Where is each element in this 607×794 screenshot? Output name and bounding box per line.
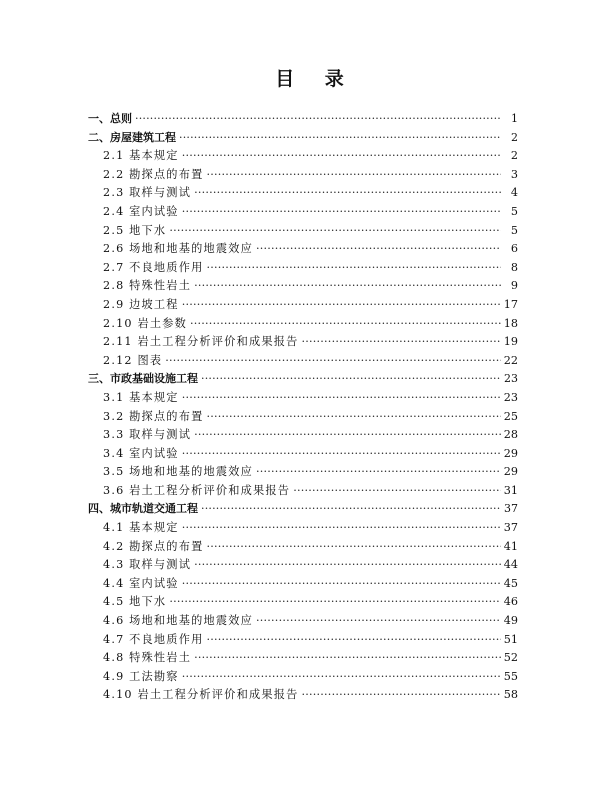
toc-page-number: 44 <box>503 558 518 572</box>
toc-page-number: 2 <box>510 149 518 163</box>
toc-subsection-entry[interactable] <box>88 277 518 296</box>
toc-subsection-entry[interactable] <box>88 240 518 259</box>
toc-entry-label: 4.10 岩土工程分析评价和成果报告 <box>103 688 299 702</box>
toc-dot-leader <box>169 222 501 241</box>
toc-section-entry[interactable] <box>88 500 518 519</box>
toc-subsection-entry[interactable] <box>88 426 518 445</box>
toc-entry-label: 三、市政基础设施工程 <box>88 372 198 386</box>
toc-dot-leader <box>201 500 501 519</box>
toc-dot-leader <box>182 575 501 594</box>
toc-entry-label: 3.1 基本规定 <box>103 390 179 404</box>
toc-page-number: 55 <box>503 669 518 683</box>
toc-dot-leader <box>182 445 501 464</box>
toc-entry-label: 2.1 基本规定 <box>103 149 179 163</box>
toc-subsection-entry[interactable] <box>88 668 518 687</box>
toc-dot-leader <box>182 147 501 166</box>
toc-page-number: 52 <box>503 651 518 665</box>
toc-subsection-entry[interactable] <box>88 519 518 538</box>
toc-page-number: 37 <box>503 521 518 535</box>
toc-dot-leader <box>302 333 501 352</box>
toc-page-number: 18 <box>503 316 518 330</box>
toc-section-entry[interactable] <box>88 110 518 129</box>
toc-entry-label: 四、城市轨道交通工程 <box>88 502 198 516</box>
toc-dot-leader <box>194 649 501 668</box>
toc-page-number: 28 <box>503 428 518 442</box>
toc-dot-leader <box>206 259 501 278</box>
toc-dot-leader <box>256 463 501 482</box>
toc-dot-leader <box>182 668 501 687</box>
toc-dot-leader <box>206 166 501 185</box>
toc-entry-label: 3.5 场地和地基的地震效应 <box>103 465 254 479</box>
toc-entry-label: 2.10 岩土参数 <box>103 316 188 330</box>
table-of-contents <box>88 110 518 705</box>
toc-subsection-entry[interactable] <box>88 612 518 631</box>
toc-subsection-entry[interactable] <box>88 649 518 668</box>
toc-entry-label: 3.4 室内试验 <box>103 446 179 460</box>
toc-subsection-entry[interactable] <box>88 147 518 166</box>
toc-page-number: 31 <box>503 483 518 497</box>
toc-dot-leader <box>256 240 501 259</box>
toc-page-number: 23 <box>503 390 518 404</box>
toc-entry-label: 3.6 岩土工程分析评价和成果报告 <box>103 483 291 497</box>
toc-entry-label: 4.3 取样与测试 <box>103 558 192 572</box>
toc-subsection-entry[interactable] <box>88 333 518 352</box>
toc-dot-leader <box>194 277 501 296</box>
toc-dot-leader <box>194 184 501 203</box>
toc-page-number: 4 <box>510 186 518 200</box>
toc-subsection-entry[interactable] <box>88 203 518 222</box>
toc-subsection-entry[interactable] <box>88 686 518 705</box>
toc-subsection-entry[interactable] <box>88 445 518 464</box>
toc-entry-label: 4.2 勘探点的布置 <box>103 539 204 553</box>
toc-entry-label: 4.7 不良地质作用 <box>103 632 204 646</box>
toc-entry-label: 二、房屋建筑工程 <box>88 130 176 144</box>
toc-page-number: 5 <box>510 204 518 218</box>
toc-entry-label: 2.6 场地和地基的地震效应 <box>103 242 254 256</box>
toc-subsection-entry[interactable] <box>88 315 518 334</box>
toc-page-number: 58 <box>503 688 518 702</box>
toc-subsection-entry[interactable] <box>88 296 518 315</box>
toc-subsection-entry[interactable] <box>88 259 518 278</box>
toc-entry-label: 4.1 基本规定 <box>103 521 179 535</box>
toc-section-entry[interactable] <box>88 370 518 389</box>
toc-dot-leader <box>302 686 501 705</box>
toc-dot-leader <box>206 538 500 557</box>
toc-entry-label: 4.6 场地和地基的地震效应 <box>103 614 254 628</box>
toc-entry-label: 2.5 地下水 <box>103 223 167 237</box>
toc-subsection-entry[interactable] <box>88 184 518 203</box>
toc-subsection-entry[interactable] <box>88 556 518 575</box>
toc-dot-leader <box>182 296 501 315</box>
toc-page-number: 23 <box>504 372 518 386</box>
toc-dot-leader <box>165 352 501 371</box>
toc-page-number: 22 <box>503 353 518 367</box>
toc-page-number: 51 <box>503 632 518 646</box>
toc-section-entry[interactable] <box>88 129 518 148</box>
toc-page-number: 19 <box>503 335 518 349</box>
toc-entry-label: 2.11 岩土工程分析评价和成果报告 <box>103 335 299 349</box>
toc-dot-leader <box>194 426 501 445</box>
toc-page-number: 6 <box>510 242 518 256</box>
toc-page-number: 29 <box>503 446 518 460</box>
toc-entry-label: 4.9 工法勘察 <box>103 669 179 683</box>
toc-page-number: 9 <box>510 279 518 293</box>
toc-subsection-entry[interactable] <box>88 538 518 557</box>
toc-subsection-entry[interactable] <box>88 166 518 185</box>
toc-dot-leader <box>206 631 500 650</box>
toc-page-number: 1 <box>511 112 518 125</box>
toc-subsection-entry[interactable] <box>88 593 518 612</box>
toc-dot-leader <box>194 556 501 575</box>
toc-subsection-entry[interactable] <box>88 389 518 408</box>
toc-dot-leader <box>206 408 500 427</box>
toc-page-number: 25 <box>503 409 518 423</box>
toc-page-number: 49 <box>503 614 518 628</box>
toc-subsection-entry[interactable] <box>88 222 518 241</box>
toc-dot-leader <box>182 203 501 222</box>
toc-dot-leader <box>182 389 501 408</box>
toc-page-number: 41 <box>503 539 518 553</box>
toc-subsection-entry[interactable] <box>88 631 518 650</box>
toc-page-number: 5 <box>510 223 518 237</box>
toc-dot-leader <box>135 110 501 129</box>
toc-dot-leader <box>182 519 501 538</box>
toc-page-number: 46 <box>503 595 518 609</box>
toc-dot-leader <box>201 370 501 389</box>
toc-page-number: 29 <box>503 465 518 479</box>
toc-page-number: 37 <box>504 502 518 516</box>
toc-dot-leader <box>293 482 501 501</box>
toc-page-number: 8 <box>510 260 518 274</box>
toc-entry-label: 2.9 边坡工程 <box>103 297 179 311</box>
toc-page-number: 3 <box>510 167 518 181</box>
toc-page-number: 17 <box>503 297 518 311</box>
toc-page-number: 2 <box>511 130 518 144</box>
toc-subsection-entry[interactable] <box>88 408 518 427</box>
toc-entry-label: 4.4 室内试验 <box>103 576 179 590</box>
toc-entry-label: 3.3 取样与测试 <box>103 428 192 442</box>
toc-entry-label: 4.8 特殊性岩土 <box>103 651 192 665</box>
toc-dot-leader <box>190 315 501 334</box>
toc-entry-label: 2.8 特殊性岩土 <box>103 279 192 293</box>
toc-dot-leader <box>179 129 501 148</box>
toc-entry-label: 2.12 图表 <box>103 353 163 367</box>
toc-entry-label: 2.3 取样与测试 <box>103 186 192 200</box>
toc-subsection-entry[interactable] <box>88 352 518 371</box>
toc-subsection-entry[interactable] <box>88 482 518 501</box>
toc-entry-label: 4.5 地下水 <box>103 595 167 609</box>
toc-entry-label: 一、总则 <box>88 112 132 125</box>
page-title: 目 录 <box>275 68 356 90</box>
toc-entry-label: 2.2 勘探点的布置 <box>103 167 204 181</box>
toc-dot-leader <box>256 612 501 631</box>
toc-subsection-entry[interactable] <box>88 463 518 482</box>
toc-page-number: 45 <box>503 576 518 590</box>
toc-subsection-entry[interactable] <box>88 575 518 594</box>
toc-dot-leader <box>169 593 500 612</box>
toc-entry-label: 2.4 室内试验 <box>103 204 179 218</box>
toc-entry-label: 2.7 不良地质作用 <box>103 260 204 274</box>
toc-entry-label: 3.2 勘探点的布置 <box>103 409 204 423</box>
